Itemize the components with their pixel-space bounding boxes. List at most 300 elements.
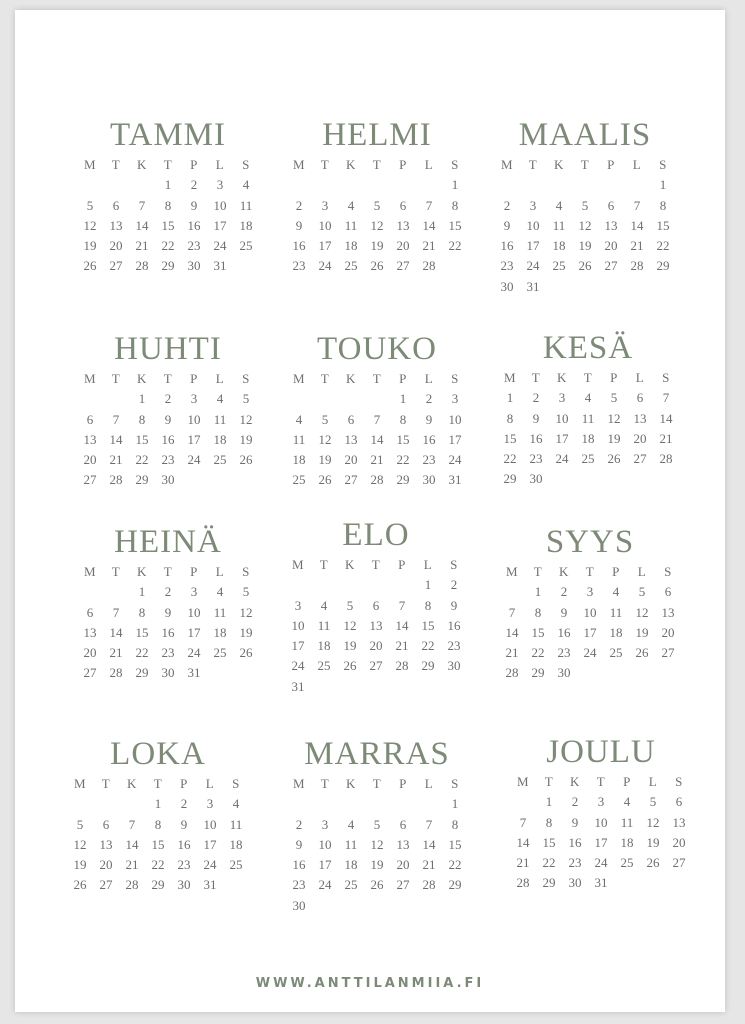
day-number: 7 bbox=[519, 814, 527, 830]
day-number: 12 bbox=[318, 431, 332, 447]
month-title: LOKA bbox=[110, 736, 206, 772]
weekday-header: K bbox=[137, 564, 147, 579]
day-number: 30 bbox=[292, 897, 306, 913]
empty-day-cell bbox=[389, 575, 415, 595]
weekday-header: M bbox=[73, 776, 87, 791]
day-number: 15 bbox=[421, 617, 435, 633]
day-number: 20 bbox=[396, 857, 410, 873]
day-number: 23 bbox=[292, 258, 306, 274]
day-number: 19 bbox=[370, 857, 384, 873]
month-title: HUHTI bbox=[114, 331, 222, 367]
day-number: 13 bbox=[661, 604, 675, 620]
day-number: 27 bbox=[396, 877, 410, 893]
empty-day-cell bbox=[286, 175, 312, 195]
weekday-header: T bbox=[583, 370, 593, 385]
day-number: 16 bbox=[292, 238, 306, 254]
day-number: 22 bbox=[531, 645, 545, 661]
day-number: 6 bbox=[372, 597, 380, 613]
day-number: 21 bbox=[516, 855, 530, 871]
day-number: 14 bbox=[109, 431, 123, 447]
day-number: 9 bbox=[503, 217, 511, 233]
day-number: 3 bbox=[206, 796, 214, 812]
weekday-header: K bbox=[346, 157, 356, 172]
day-number: 23 bbox=[529, 451, 543, 467]
day-number: 7 bbox=[425, 197, 433, 213]
day-number: 25 bbox=[344, 877, 358, 893]
day-number: 5 bbox=[86, 197, 94, 213]
day-number: 12 bbox=[343, 617, 357, 633]
empty-day-cell bbox=[119, 794, 145, 814]
empty-day-cell bbox=[416, 794, 442, 814]
day-number: 29 bbox=[135, 472, 149, 488]
day-number: 30 bbox=[500, 278, 514, 294]
day-number: 20 bbox=[83, 645, 97, 661]
weekday-header: P bbox=[607, 157, 615, 172]
day-number: 1 bbox=[138, 391, 146, 407]
day-number: 2 bbox=[164, 391, 172, 407]
day-number: 16 bbox=[500, 238, 514, 254]
empty-day-cell bbox=[285, 575, 311, 595]
weekday-header: K bbox=[559, 564, 569, 579]
day-number: 13 bbox=[396, 836, 410, 852]
day-number: 16 bbox=[529, 430, 543, 446]
month-huhti bbox=[77, 331, 259, 491]
day-number: 1 bbox=[506, 390, 514, 406]
day-number: 14 bbox=[125, 836, 139, 852]
day-number: 22 bbox=[503, 451, 517, 467]
day-number: 18 bbox=[213, 624, 227, 640]
day-number: 25 bbox=[239, 238, 253, 254]
month-kesä bbox=[497, 330, 679, 490]
day-number: 1 bbox=[451, 177, 459, 193]
empty-day-cell bbox=[93, 794, 119, 814]
weekday-header: T bbox=[372, 371, 382, 386]
day-number: 21 bbox=[422, 238, 436, 254]
empty-day-cell bbox=[494, 175, 520, 195]
day-number: 11 bbox=[344, 217, 358, 233]
day-number: 13 bbox=[396, 217, 410, 233]
day-number: 2 bbox=[571, 794, 579, 810]
day-number: 28 bbox=[109, 472, 123, 488]
weekday-header: M bbox=[516, 774, 530, 789]
weekday-header: S bbox=[664, 564, 672, 579]
day-number: 25 bbox=[292, 472, 306, 488]
day-number: 5 bbox=[638, 584, 646, 600]
weekday-header: T bbox=[580, 157, 590, 172]
day-number: 3 bbox=[558, 390, 566, 406]
day-number: 23 bbox=[177, 857, 191, 873]
weekday-header: L bbox=[637, 564, 647, 579]
day-number: 1 bbox=[534, 584, 542, 600]
day-grid bbox=[499, 562, 681, 684]
day-number: 11 bbox=[213, 411, 227, 427]
day-number: 20 bbox=[344, 452, 358, 468]
day-number: 15 bbox=[542, 834, 556, 850]
empty-day-cell bbox=[624, 175, 650, 195]
day-number: 27 bbox=[369, 658, 383, 674]
day-number: 30 bbox=[187, 258, 201, 274]
day-number: 16 bbox=[177, 836, 191, 852]
weekday-header: T bbox=[163, 157, 173, 172]
day-number: 11 bbox=[317, 617, 331, 633]
day-number: 27 bbox=[83, 665, 97, 681]
day-number: 24 bbox=[318, 877, 332, 893]
day-number: 22 bbox=[135, 452, 149, 468]
day-number: 27 bbox=[396, 258, 410, 274]
day-number: 10 bbox=[448, 411, 462, 427]
day-number: 7 bbox=[373, 411, 381, 427]
day-number: 20 bbox=[83, 452, 97, 468]
day-grid bbox=[497, 368, 679, 490]
day-number: 9 bbox=[295, 217, 303, 233]
day-number: 22 bbox=[542, 855, 556, 871]
day-number: 26 bbox=[607, 451, 621, 467]
day-number: 17 bbox=[213, 217, 227, 233]
weekday-header: M bbox=[292, 371, 306, 386]
day-number: 9 bbox=[425, 411, 433, 427]
empty-day-cell bbox=[364, 389, 390, 409]
day-number: 13 bbox=[83, 624, 97, 640]
weekday-header: S bbox=[675, 774, 683, 789]
day-number: 3 bbox=[294, 597, 302, 613]
weekday-header: T bbox=[153, 776, 163, 791]
empty-day-cell bbox=[312, 794, 338, 814]
day-number: 9 bbox=[532, 410, 540, 426]
weekday-header: K bbox=[137, 371, 147, 386]
day-number: 23 bbox=[447, 638, 461, 654]
day-number: 12 bbox=[239, 411, 253, 427]
day-number: 4 bbox=[232, 796, 240, 812]
day-number: 29 bbox=[396, 472, 410, 488]
day-number: 24 bbox=[203, 857, 217, 873]
day-number: 18 bbox=[317, 638, 331, 654]
day-number: 10 bbox=[594, 814, 608, 830]
empty-day-cell bbox=[77, 389, 103, 409]
day-number: 4 bbox=[555, 197, 563, 213]
day-number: 26 bbox=[343, 658, 357, 674]
day-number: 29 bbox=[448, 877, 462, 893]
day-number: 2 bbox=[295, 197, 303, 213]
empty-day-cell bbox=[572, 175, 598, 195]
day-number: 4 bbox=[584, 390, 592, 406]
day-number: 7 bbox=[138, 197, 146, 213]
weekday-header: T bbox=[163, 564, 173, 579]
weekday-header: T bbox=[531, 370, 541, 385]
weekday-header: T bbox=[544, 774, 554, 789]
day-number: 24 bbox=[526, 258, 540, 274]
day-number: 14 bbox=[422, 836, 436, 852]
day-grid bbox=[77, 562, 259, 684]
empty-day-cell bbox=[67, 794, 93, 814]
day-number: 21 bbox=[135, 238, 149, 254]
day-number: 18 bbox=[229, 836, 243, 852]
month-loka bbox=[67, 736, 249, 896]
day-number: 26 bbox=[370, 258, 384, 274]
day-number: 15 bbox=[531, 624, 545, 640]
day-grid bbox=[285, 555, 467, 697]
day-number: 20 bbox=[604, 238, 618, 254]
weekday-header: M bbox=[291, 557, 305, 572]
day-number: 16 bbox=[557, 624, 571, 640]
weekday-header: S bbox=[451, 776, 459, 791]
day-number: 17 bbox=[187, 624, 201, 640]
day-number: 5 bbox=[581, 197, 589, 213]
day-number: 29 bbox=[135, 665, 149, 681]
weekday-header: L bbox=[205, 776, 215, 791]
month-title: TAMMI bbox=[109, 117, 227, 153]
day-number: 12 bbox=[578, 217, 592, 233]
day-number: 6 bbox=[675, 794, 683, 810]
day-number: 19 bbox=[239, 431, 253, 447]
day-number: 8 bbox=[164, 197, 172, 213]
weekday-header: M bbox=[83, 157, 97, 172]
weekday-header: P bbox=[180, 776, 188, 791]
weekday-header: L bbox=[215, 157, 225, 172]
day-number: 10 bbox=[213, 197, 227, 213]
weekday-header: T bbox=[372, 776, 382, 791]
day-number: 4 bbox=[347, 816, 355, 832]
empty-day-cell bbox=[390, 175, 416, 195]
day-number: 1 bbox=[399, 391, 407, 407]
day-number: 18 bbox=[239, 217, 253, 233]
day-number: 14 bbox=[370, 431, 384, 447]
day-number: 28 bbox=[659, 451, 673, 467]
weekday-header: L bbox=[648, 774, 658, 789]
empty-day-cell bbox=[390, 794, 416, 814]
day-number: 7 bbox=[112, 604, 120, 620]
weekday-header: M bbox=[505, 564, 519, 579]
day-number: 24 bbox=[291, 658, 305, 674]
weekday-header: L bbox=[215, 564, 225, 579]
day-number: 12 bbox=[370, 836, 384, 852]
day-number: 11 bbox=[581, 410, 595, 426]
weekday-header: S bbox=[242, 564, 250, 579]
day-number: 22 bbox=[421, 638, 435, 654]
weekday-header: T bbox=[320, 776, 330, 791]
day-number: 24 bbox=[594, 855, 608, 871]
day-number: 19 bbox=[73, 857, 87, 873]
weekday-header: T bbox=[163, 371, 173, 386]
day-number: 24 bbox=[583, 645, 597, 661]
day-number: 24 bbox=[213, 238, 227, 254]
weekday-header: T bbox=[528, 157, 538, 172]
day-number: 15 bbox=[448, 217, 462, 233]
day-number: 28 bbox=[125, 877, 139, 893]
day-number: 11 bbox=[552, 217, 566, 233]
day-number: 25 bbox=[344, 258, 358, 274]
day-number: 8 bbox=[154, 816, 162, 832]
day-number: 16 bbox=[292, 857, 306, 873]
day-number: 19 bbox=[239, 624, 253, 640]
day-number: 21 bbox=[630, 238, 644, 254]
day-number: 29 bbox=[151, 877, 165, 893]
day-number: 28 bbox=[135, 258, 149, 274]
day-number: 7 bbox=[633, 197, 641, 213]
month-title: HEINÄ bbox=[114, 524, 222, 560]
day-number: 28 bbox=[370, 472, 384, 488]
day-number: 14 bbox=[395, 617, 409, 633]
day-number: 17 bbox=[291, 638, 305, 654]
day-number: 4 bbox=[320, 597, 328, 613]
day-number: 11 bbox=[344, 836, 358, 852]
day-number: 28 bbox=[395, 658, 409, 674]
day-number: 1 bbox=[164, 177, 172, 193]
weekday-header: T bbox=[319, 557, 329, 572]
empty-day-cell bbox=[77, 582, 103, 602]
day-number: 5 bbox=[346, 597, 354, 613]
day-number: 9 bbox=[571, 814, 579, 830]
day-number: 14 bbox=[630, 217, 644, 233]
day-number: 31 bbox=[291, 678, 305, 694]
day-number: 17 bbox=[187, 431, 201, 447]
weekday-header: S bbox=[662, 370, 670, 385]
day-number: 26 bbox=[578, 258, 592, 274]
day-number: 10 bbox=[526, 217, 540, 233]
day-number: 28 bbox=[422, 258, 436, 274]
day-number: 25 bbox=[620, 855, 634, 871]
month-elo bbox=[285, 517, 467, 697]
empty-day-cell bbox=[103, 389, 129, 409]
day-number: 21 bbox=[109, 645, 123, 661]
weekday-header: K bbox=[346, 776, 356, 791]
weekday-header: P bbox=[190, 564, 198, 579]
day-number: 13 bbox=[369, 617, 383, 633]
weekday-header: S bbox=[451, 371, 459, 386]
weekday-header: S bbox=[242, 371, 250, 386]
day-number: 11 bbox=[229, 816, 243, 832]
day-number: 20 bbox=[396, 238, 410, 254]
day-number: 27 bbox=[672, 855, 686, 871]
month-title: TOUKO bbox=[317, 331, 437, 367]
day-number: 4 bbox=[612, 584, 620, 600]
day-number: 2 bbox=[164, 584, 172, 600]
day-number: 5 bbox=[242, 391, 250, 407]
day-number: 23 bbox=[187, 238, 201, 254]
day-number: 26 bbox=[239, 452, 253, 468]
day-number: 25 bbox=[317, 658, 331, 674]
day-number: 16 bbox=[422, 431, 436, 447]
day-number: 15 bbox=[161, 217, 175, 233]
day-number: 21 bbox=[109, 452, 123, 468]
day-number: 12 bbox=[635, 604, 649, 620]
weekday-header: T bbox=[371, 557, 381, 572]
day-number: 29 bbox=[161, 258, 175, 274]
day-number: 19 bbox=[318, 452, 332, 468]
day-number: 14 bbox=[422, 217, 436, 233]
day-number: 29 bbox=[421, 658, 435, 674]
weekday-header: P bbox=[612, 564, 620, 579]
day-number: 24 bbox=[187, 452, 201, 468]
day-number: 17 bbox=[526, 238, 540, 254]
month-title: ELO bbox=[342, 517, 410, 553]
day-grid bbox=[77, 155, 259, 277]
day-number: 6 bbox=[102, 816, 110, 832]
weekday-header: T bbox=[372, 157, 382, 172]
day-grid bbox=[286, 774, 468, 916]
empty-day-cell bbox=[77, 175, 103, 195]
weekday-header: M bbox=[292, 157, 306, 172]
day-number: 2 bbox=[295, 816, 303, 832]
day-number: 14 bbox=[659, 410, 673, 426]
day-number: 30 bbox=[447, 658, 461, 674]
day-number: 16 bbox=[161, 431, 175, 447]
day-number: 8 bbox=[138, 411, 146, 427]
day-number: 11 bbox=[620, 814, 634, 830]
day-number: 18 bbox=[213, 431, 227, 447]
weekday-header: L bbox=[632, 157, 642, 172]
day-number: 25 bbox=[581, 451, 595, 467]
empty-day-cell bbox=[520, 175, 546, 195]
day-number: 27 bbox=[83, 472, 97, 488]
day-number: 22 bbox=[448, 238, 462, 254]
empty-day-cell bbox=[338, 389, 364, 409]
day-number: 22 bbox=[161, 238, 175, 254]
month-title: JOULU bbox=[546, 734, 656, 770]
day-number: 9 bbox=[164, 411, 172, 427]
day-number: 10 bbox=[203, 816, 217, 832]
day-number: 27 bbox=[344, 472, 358, 488]
day-number: 18 bbox=[609, 624, 623, 640]
empty-day-cell bbox=[338, 175, 364, 195]
day-number: 27 bbox=[604, 258, 618, 274]
weekday-header: M bbox=[503, 370, 517, 385]
day-number: 14 bbox=[505, 624, 519, 640]
day-number: 5 bbox=[242, 584, 250, 600]
day-number: 2 bbox=[560, 584, 568, 600]
day-number: 20 bbox=[661, 624, 675, 640]
day-number: 10 bbox=[187, 604, 201, 620]
day-number: 7 bbox=[662, 390, 670, 406]
day-number: 6 bbox=[664, 584, 672, 600]
day-number: 31 bbox=[526, 278, 540, 294]
day-number: 2 bbox=[450, 577, 458, 593]
day-number: 6 bbox=[399, 197, 407, 213]
day-number: 9 bbox=[164, 604, 172, 620]
day-number: 10 bbox=[555, 410, 569, 426]
day-number: 6 bbox=[86, 411, 94, 427]
day-number: 26 bbox=[318, 472, 332, 488]
day-number: 1 bbox=[451, 796, 459, 812]
empty-day-cell bbox=[311, 575, 337, 595]
day-number: 2 bbox=[190, 177, 198, 193]
day-number: 9 bbox=[190, 197, 198, 213]
weekday-header: T bbox=[320, 371, 330, 386]
day-number: 28 bbox=[630, 258, 644, 274]
day-number: 25 bbox=[229, 857, 243, 873]
day-number: 13 bbox=[672, 814, 686, 830]
day-number: 4 bbox=[295, 411, 303, 427]
day-number: 3 bbox=[190, 391, 198, 407]
day-number: 16 bbox=[187, 217, 201, 233]
day-number: 31 bbox=[448, 472, 462, 488]
day-number: 10 bbox=[583, 604, 597, 620]
month-title: MAALIS bbox=[518, 117, 652, 153]
day-number: 11 bbox=[213, 604, 227, 620]
weekday-header: P bbox=[398, 557, 406, 572]
day-number: 19 bbox=[370, 238, 384, 254]
day-number: 8 bbox=[659, 197, 667, 213]
day-number: 11 bbox=[292, 431, 306, 447]
day-number: 5 bbox=[321, 411, 329, 427]
day-number: 31 bbox=[203, 877, 217, 893]
empty-day-cell bbox=[286, 794, 312, 814]
day-number: 9 bbox=[450, 597, 458, 613]
day-number: 27 bbox=[99, 877, 113, 893]
day-number: 12 bbox=[239, 604, 253, 620]
day-number: 23 bbox=[568, 855, 582, 871]
day-number: 15 bbox=[135, 624, 149, 640]
empty-day-cell bbox=[546, 175, 572, 195]
